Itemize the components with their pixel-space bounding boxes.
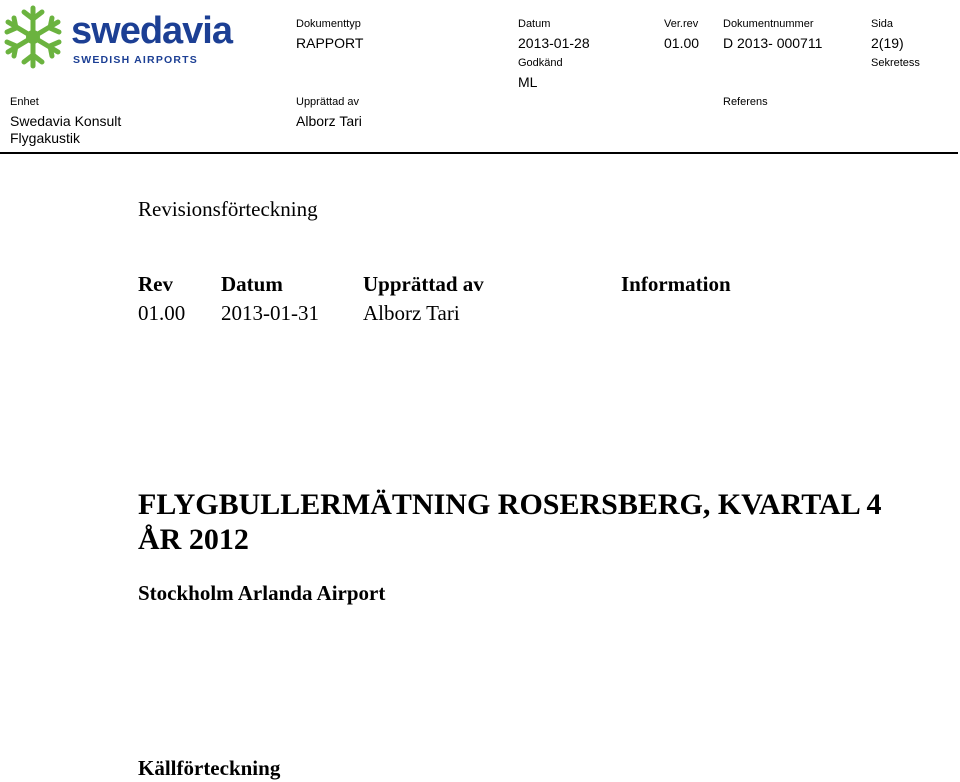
- col-header-rev: Rev: [138, 272, 173, 296]
- author-label: Upprättad av: [296, 96, 359, 108]
- unit-label: Enhet: [10, 96, 39, 108]
- approved-label: Godkänd: [518, 57, 563, 69]
- docnum-value: D 2013- 000711: [723, 35, 823, 51]
- unit-value: Swedavia Konsult: [10, 113, 122, 129]
- date-value: 2013-01-28: [518, 35, 590, 51]
- col-header-information: Information: [621, 272, 731, 296]
- cell-author: Alborz Tari: [363, 301, 460, 325]
- logo-tagline: SWEDISH AIRPORTS: [73, 54, 198, 66]
- page-label: Sida: [871, 18, 894, 30]
- secrecy-label: Sekretess: [871, 57, 920, 69]
- col-header-date: Datum: [221, 272, 283, 296]
- verrev-value: 01.00: [664, 35, 700, 51]
- revisions-heading: Revisionsförteckning: [138, 197, 318, 221]
- approved-value: ML: [518, 74, 538, 90]
- references-heading: Källförteckning: [138, 756, 281, 780]
- logo-wordmark: swedavia: [71, 10, 232, 52]
- doctype-label: Dokumenttyp: [296, 18, 361, 30]
- cell-date: 2013-01-31: [221, 301, 319, 325]
- author-value: Alborz Tari: [296, 113, 362, 129]
- report-subtitle: Stockholm Arlanda Airport: [138, 581, 386, 605]
- unit-subvalue: Flygakustik: [10, 130, 81, 146]
- date-label: Datum: [518, 18, 551, 30]
- doctype-value: RAPPORT: [296, 35, 364, 51]
- report-title: FLYGBULLERMÄTNING ROSERSBERG, KVARTAL 4 ÅR 2012: [138, 488, 882, 556]
- snowflake-icon: [2, 4, 64, 70]
- docnum-label: Dokumentnummer: [723, 18, 814, 30]
- header-divider: [0, 152, 958, 154]
- page-value: 2(19): [871, 35, 904, 51]
- swedavia-logo: [2, 4, 232, 74]
- col-header-author: Upprättad av: [363, 272, 484, 296]
- cell-rev: 01.00: [138, 301, 186, 325]
- reference-label: Referens: [723, 96, 768, 108]
- verrev-label: Ver.rev: [664, 18, 699, 30]
